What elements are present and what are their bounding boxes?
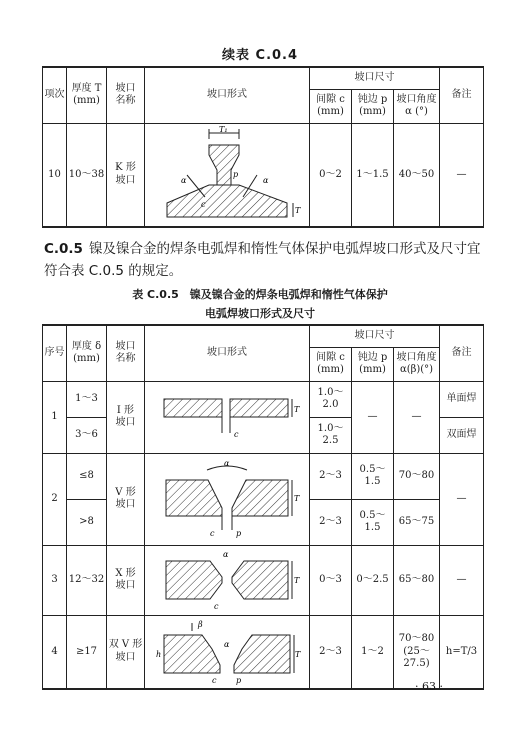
cell-groove-figure xyxy=(145,381,310,453)
cell-remark: — xyxy=(440,123,484,227)
label-alpha: α xyxy=(224,639,230,649)
cell-groove-name xyxy=(107,381,145,453)
cell-no: 2 xyxy=(43,453,67,545)
header-no: 序号 xyxy=(43,325,67,381)
continued-table-title: 续表 C.0.4 xyxy=(222,48,299,63)
header-thickness xyxy=(67,325,107,381)
header-root-face xyxy=(352,89,394,123)
cell-remark: — xyxy=(440,545,484,615)
cell-groove-name xyxy=(107,545,145,615)
cell-thickness: ≤8 xyxy=(67,453,107,499)
header-root-face xyxy=(352,347,394,381)
label-c: c xyxy=(212,675,217,685)
table-row xyxy=(43,545,484,615)
cell-gap: 1.0～2.0 xyxy=(310,381,352,417)
cell-groove-name-text: K 形 坡口 xyxy=(115,162,136,186)
cell-no: 3 xyxy=(43,545,67,615)
cell-thickness: ≥17 xyxy=(67,615,107,689)
cell-remark: h=T/3 xyxy=(440,615,484,689)
label-T1: T₁ xyxy=(219,124,228,134)
cell-gap: 0～3 xyxy=(310,545,352,615)
header-angle-text: 坡口角度 α (°) xyxy=(396,93,437,117)
cell-groove-name xyxy=(107,615,145,689)
header-angle xyxy=(394,89,440,123)
label-T: T xyxy=(295,649,301,659)
table-row xyxy=(43,123,484,227)
header-gap-text: 间隙 c (mm) xyxy=(316,351,345,375)
cell-gap: 2～3 xyxy=(310,499,352,545)
header-angle xyxy=(394,347,440,381)
table-row xyxy=(43,453,484,499)
header-groove-form: 坡口形式 xyxy=(145,67,310,123)
label-beta: β xyxy=(198,619,203,629)
cell-remark: — xyxy=(440,453,484,545)
label-p: p xyxy=(236,675,242,685)
cell-gap: 0～2 xyxy=(310,123,352,227)
table-c05-caption-1: 表 C.0.5 镍及镍合金的焊条电弧焊和惰性气体保护 xyxy=(132,288,388,301)
cell-groove-name xyxy=(107,123,145,227)
label-T: T xyxy=(295,205,301,215)
label-c: c xyxy=(201,199,206,209)
cell-root-face: — xyxy=(352,381,394,453)
header-groove-size: 坡口尺寸 xyxy=(310,325,440,347)
header-no: 项次 xyxy=(43,67,67,123)
cell-groove-name xyxy=(107,453,145,545)
label-c: c xyxy=(210,529,215,538)
cell-angle: 65～80 xyxy=(394,545,440,615)
cell-groove-figure xyxy=(145,615,310,689)
header-gap xyxy=(310,347,352,381)
cell-root-face: 0.5～1.5 xyxy=(352,499,394,545)
header-groove-name xyxy=(107,325,145,381)
cell-root-face: 1～2 xyxy=(352,615,394,689)
cell-angle-text: 70～80 (25～ 27.5) xyxy=(398,633,435,669)
label-alpha-right: α xyxy=(263,175,269,185)
table-row xyxy=(43,381,484,417)
label-alpha-left: α xyxy=(181,175,187,185)
cell-thickness: >8 xyxy=(67,499,107,545)
cell-groove-figure xyxy=(145,123,310,227)
header-thickness xyxy=(67,67,107,123)
cell-groove-figure xyxy=(145,545,310,615)
double-v-groove-figure xyxy=(152,617,302,687)
cell-gap: 2～3 xyxy=(310,453,352,499)
cell-gap: 1.0～2.5 xyxy=(310,417,352,453)
cell-no: 4 xyxy=(43,615,67,689)
cell-thickness: 1～3 xyxy=(67,381,107,417)
header-groove-size: 坡口尺寸 xyxy=(310,67,440,89)
header-remark: 备注 xyxy=(440,325,484,381)
table-c05 xyxy=(42,324,484,690)
cell-angle: 70～80 xyxy=(394,453,440,499)
header-gap xyxy=(310,89,352,123)
header-groove-form: 坡口形式 xyxy=(145,325,310,381)
cell-root-face: 1～1.5 xyxy=(352,123,394,227)
cell-groove-name-text: I 形 坡口 xyxy=(115,404,136,428)
cell-groove-name-text: X 形 坡口 xyxy=(115,567,136,591)
label-alpha: α xyxy=(223,550,229,559)
table-row xyxy=(43,615,484,689)
v-groove-figure xyxy=(152,456,302,542)
cell-angle xyxy=(394,615,440,689)
section-number: C.0.5 xyxy=(44,241,83,257)
cell-root-face: 0.5～1.5 xyxy=(352,453,394,499)
cell-remark: 双面焊 xyxy=(440,417,484,453)
label-alpha: α xyxy=(224,459,230,468)
label-p: p xyxy=(233,169,239,179)
header-remark: 备注 xyxy=(440,67,484,123)
label-h: h xyxy=(156,649,162,659)
label-p: p xyxy=(236,529,242,538)
header-groove-name xyxy=(107,67,145,123)
header-root-face-text: 钝边 p (mm) xyxy=(357,351,388,375)
cell-remark: 单面焊 xyxy=(440,381,484,417)
cell-groove-name-text: V 形 坡口 xyxy=(115,486,136,510)
cell-thickness: 10～38 xyxy=(67,123,107,227)
cell-root-face: 0～2.5 xyxy=(352,545,394,615)
cell-angle: 65～75 xyxy=(394,499,440,545)
label-c: c xyxy=(214,602,219,611)
cell-angle: 40～50 xyxy=(394,123,440,227)
page-number: · 63 · xyxy=(415,680,443,693)
label-T: T xyxy=(294,494,300,503)
table-c04 xyxy=(42,66,484,228)
section-c05-paragraph xyxy=(44,238,484,282)
cell-groove-name-text: 双 V 形 坡口 xyxy=(108,639,143,663)
section-text: 镍及镍合金的焊条电弧焊和惰性气体保护电弧焊坡口形式及尺寸宜符合表 C.0.5 的规定。 xyxy=(44,241,481,279)
k-groove-figure xyxy=(147,125,307,225)
header-thickness-text: 厚度 T (mm) xyxy=(71,82,102,107)
label-c: c xyxy=(234,430,239,439)
i-groove-figure xyxy=(152,387,302,447)
header-angle-text: 坡口角度 α(β)(°) xyxy=(396,351,437,375)
cell-gap: 2～3 xyxy=(310,615,352,689)
header-root-face-text: 钝边 p (mm) xyxy=(357,93,388,117)
header-groove-name-text: 坡口 名称 xyxy=(115,82,136,107)
cell-angle: — xyxy=(394,381,440,453)
cell-no: 1 xyxy=(43,381,67,453)
cell-groove-figure xyxy=(145,453,310,545)
cell-no: 10 xyxy=(43,123,67,227)
table-c05-caption-2: 电弧焊坡口形式及尺寸 xyxy=(205,307,315,320)
label-T: T xyxy=(294,576,300,585)
cell-thickness: 12～32 xyxy=(67,545,107,615)
label-T: T xyxy=(294,405,300,414)
header-groove-name-text: 坡口 名称 xyxy=(115,340,136,365)
header-thickness-text: 厚度 δ (mm) xyxy=(71,340,102,365)
x-groove-figure xyxy=(152,547,302,613)
cell-thickness: 3～6 xyxy=(67,417,107,453)
header-gap-text: 间隙 c (mm) xyxy=(316,93,345,117)
